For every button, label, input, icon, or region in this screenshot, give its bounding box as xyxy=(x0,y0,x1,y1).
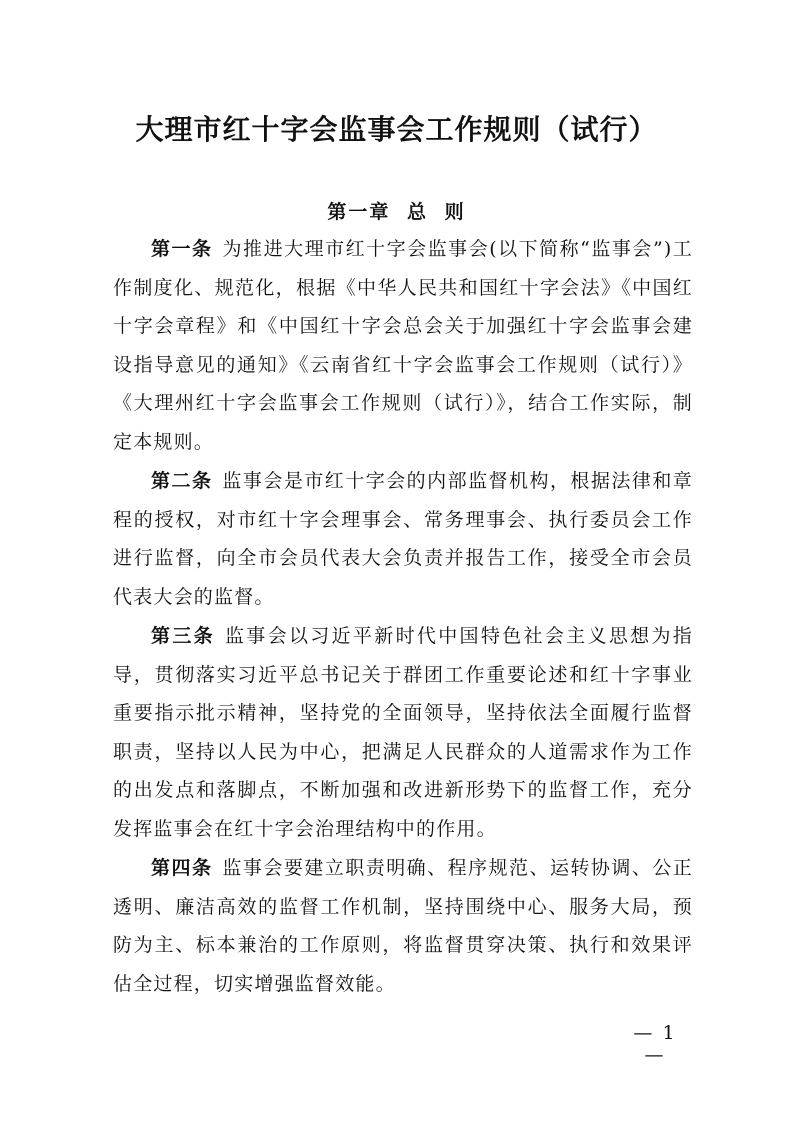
article-4-lead: 第四条 xyxy=(151,857,213,879)
article-2-text: 监事会是市红十字会的内部监督机构，根据法律和章程的授权，对市红十字会理事会、常务理事会、执行委员会工作进行监督，向全市会员代表大会负责并报告工作，接受全市会员代表大会的监督。 xyxy=(113,470,693,608)
document-title: 大理市红十字会监事会工作规则（试行） xyxy=(135,113,658,146)
article-2-lead: 第二条 xyxy=(151,470,213,492)
article-4 xyxy=(113,849,693,1003)
document-body xyxy=(113,230,693,1004)
article-2 xyxy=(113,462,693,616)
article-3 xyxy=(113,617,693,848)
page-number: — 1 — xyxy=(633,1022,677,1066)
article-1-text: 为推进大理市红十字会监事会(以下简称“监事会”)工作制度化、规范化，根据《中华人民共和国红十字会法》《中国红十字会章程》和《中国红十字会总会关于加强红十字会监事会建设指导意见的通知》《云南省红十字会监事会工作规则（试行）》《大理州红十字会监事会工作规则（试行）》，结合工作实际，制定本规则。 xyxy=(113,238,693,453)
chapter-heading: 第一章 总 则 xyxy=(327,201,466,223)
article-1-lead: 第一条 xyxy=(151,238,213,260)
article-3-text: 监事会以习近平新时代中国特色社会主义思想为指导，贯彻落实习近平总书记关于群团工作重要论述和红十字事业重要指示批示精神，坚持党的全面领导，坚持依法全面履行监督职责，坚持以人民为中心，把满足人民群众的人道需求作为工作的出发点和落脚点，不断加强和改进新形势下的监督工作，充分发挥监事会在红十字会治理结构中的作用。 xyxy=(113,625,693,840)
article-4-text: 监事会要建立职责明确、程序规范、运转协调、公正透明、廉洁高效的监督工作机制，坚持围绕中心、服务大局，预防为主、标本兼治的工作原则，将监督贯穿决策、执行和效果评估全过程，切实增强监督效能。 xyxy=(113,857,693,995)
article-1 xyxy=(113,230,693,461)
article-3-lead: 第三条 xyxy=(151,625,215,647)
